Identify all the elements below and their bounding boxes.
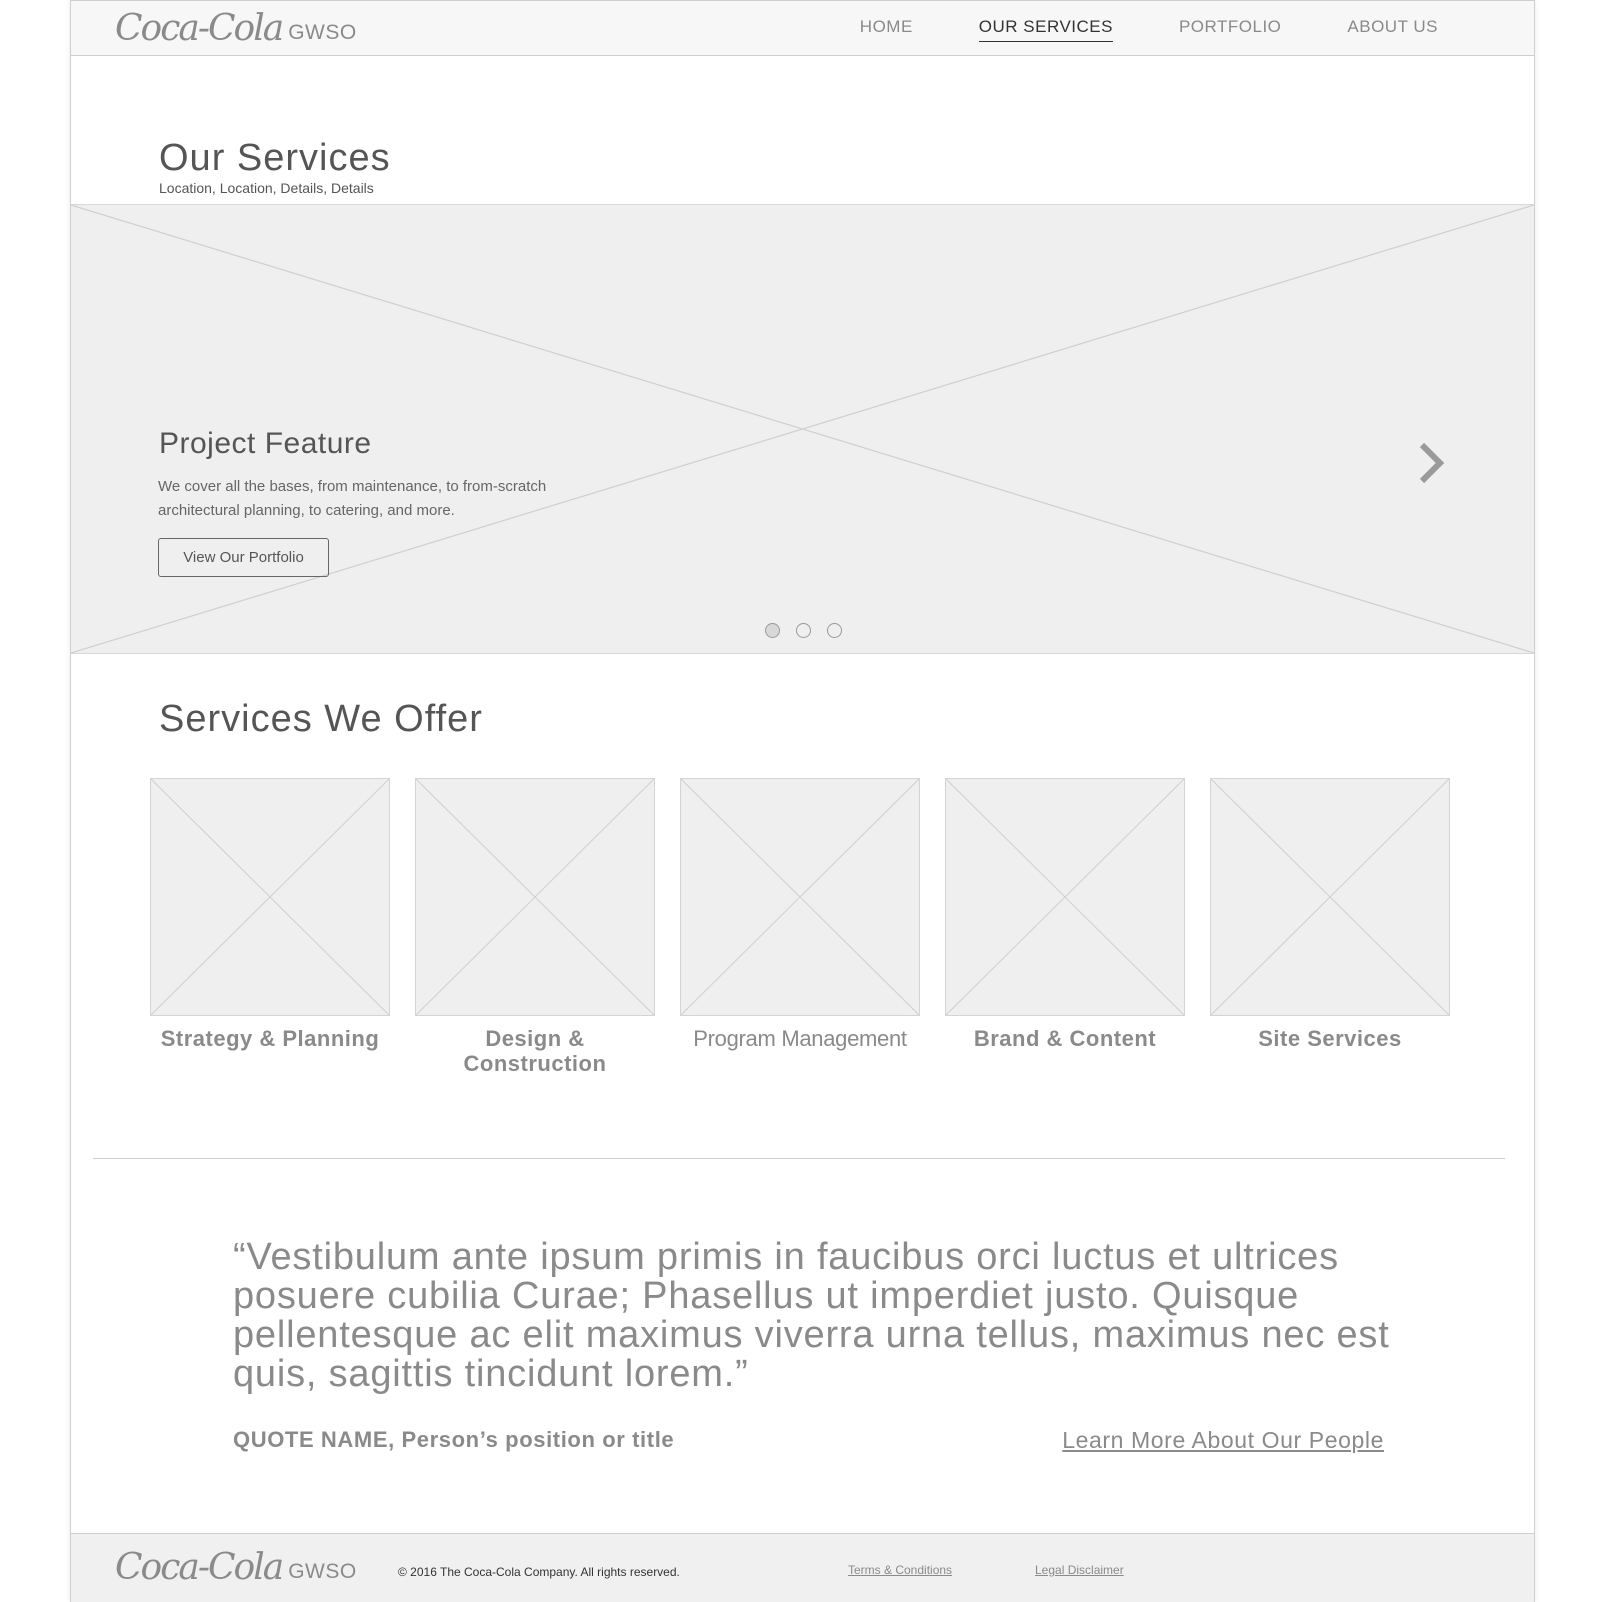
page-title: Our Services (159, 137, 391, 179)
nav-our-services[interactable]: OUR SERVICES (979, 17, 1113, 42)
section-divider (93, 1158, 1505, 1159)
page-subtitle: Location, Location, Details, Details (159, 180, 374, 196)
logo-subtitle: GWSO (288, 21, 357, 44)
nav-portfolio[interactable]: PORTFOLIO (1178, 17, 1282, 36)
services-title: Services We Offer (159, 698, 483, 740)
service-label[interactable]: Brand & Content (973, 1026, 1157, 1051)
feature-description: We cover all the bases, from maintenance, to from-scratch architectural planning, to catering, and more. (158, 478, 547, 519)
coca-cola-logo: Coca-Cola (115, 8, 283, 49)
chevron-right-icon[interactable] (1416, 441, 1446, 485)
service-card-strategy[interactable] (150, 778, 390, 1051)
legal-disclaimer-link[interactable]: Legal Disclaimer (1035, 1563, 1124, 1577)
page-frame (70, 0, 1535, 1602)
nav-home[interactable]: HOME (859, 17, 913, 36)
service-card-site[interactable] (1210, 778, 1450, 1051)
carousel-dot-3[interactable] (827, 623, 842, 638)
carousel-dots (765, 623, 858, 638)
service-label[interactable]: Strategy & Planning (160, 1026, 380, 1051)
copyright-text: © 2016 The Coca-Cola Company. All rights reserved. (398, 1565, 680, 1579)
view-portfolio-button[interactable]: View Our Portfolio (158, 538, 329, 577)
nav-about-us[interactable]: ABOUT US (1347, 17, 1438, 36)
service-card-brand[interactable] (945, 778, 1185, 1051)
main-nav (794, 1, 1438, 57)
site-header (71, 0, 1534, 56)
terms-link[interactable]: Terms & Conditions (848, 1563, 953, 1577)
service-label[interactable]: Site Services (1258, 1026, 1402, 1051)
service-label[interactable]: Design & Construction (463, 1026, 607, 1076)
feature-title: Project Feature (159, 427, 372, 460)
learn-more-people-link[interactable]: Learn More About Our People (1062, 1427, 1384, 1453)
service-card-program[interactable] (680, 778, 920, 1051)
testimonial-quote: “Vestibulum ante ipsum primis in faucibus orci luctus et ultrices posuere cubilia Curae; Phasellus ut imperdiet justo. Quisque pellentesque ac elit maximus viverra urna tellus, maximus nec est quis, sagittis tincidunt lorem.” (233, 1236, 1390, 1395)
carousel-dot-2[interactable] (796, 623, 811, 638)
header-logo[interactable] (115, 9, 357, 49)
service-image-placeholder[interactable] (1210, 778, 1450, 1016)
hero-carousel (71, 204, 1534, 654)
site-footer (71, 1533, 1534, 1602)
footer-logo[interactable] (115, 1548, 357, 1588)
coca-cola-logo: Coca-Cola (115, 1547, 283, 1588)
service-image-placeholder[interactable] (415, 778, 655, 1016)
service-image-placeholder[interactable] (945, 778, 1185, 1016)
service-label[interactable]: Program Management (693, 1026, 907, 1051)
quote-attribution: QUOTE NAME, Person’s position or title (233, 1427, 675, 1452)
carousel-dot-1[interactable] (765, 623, 780, 638)
logo-subtitle: GWSO (288, 1560, 357, 1583)
service-image-placeholder[interactable] (150, 778, 390, 1016)
service-card-design[interactable] (415, 778, 655, 1076)
service-image-placeholder[interactable] (680, 778, 920, 1016)
